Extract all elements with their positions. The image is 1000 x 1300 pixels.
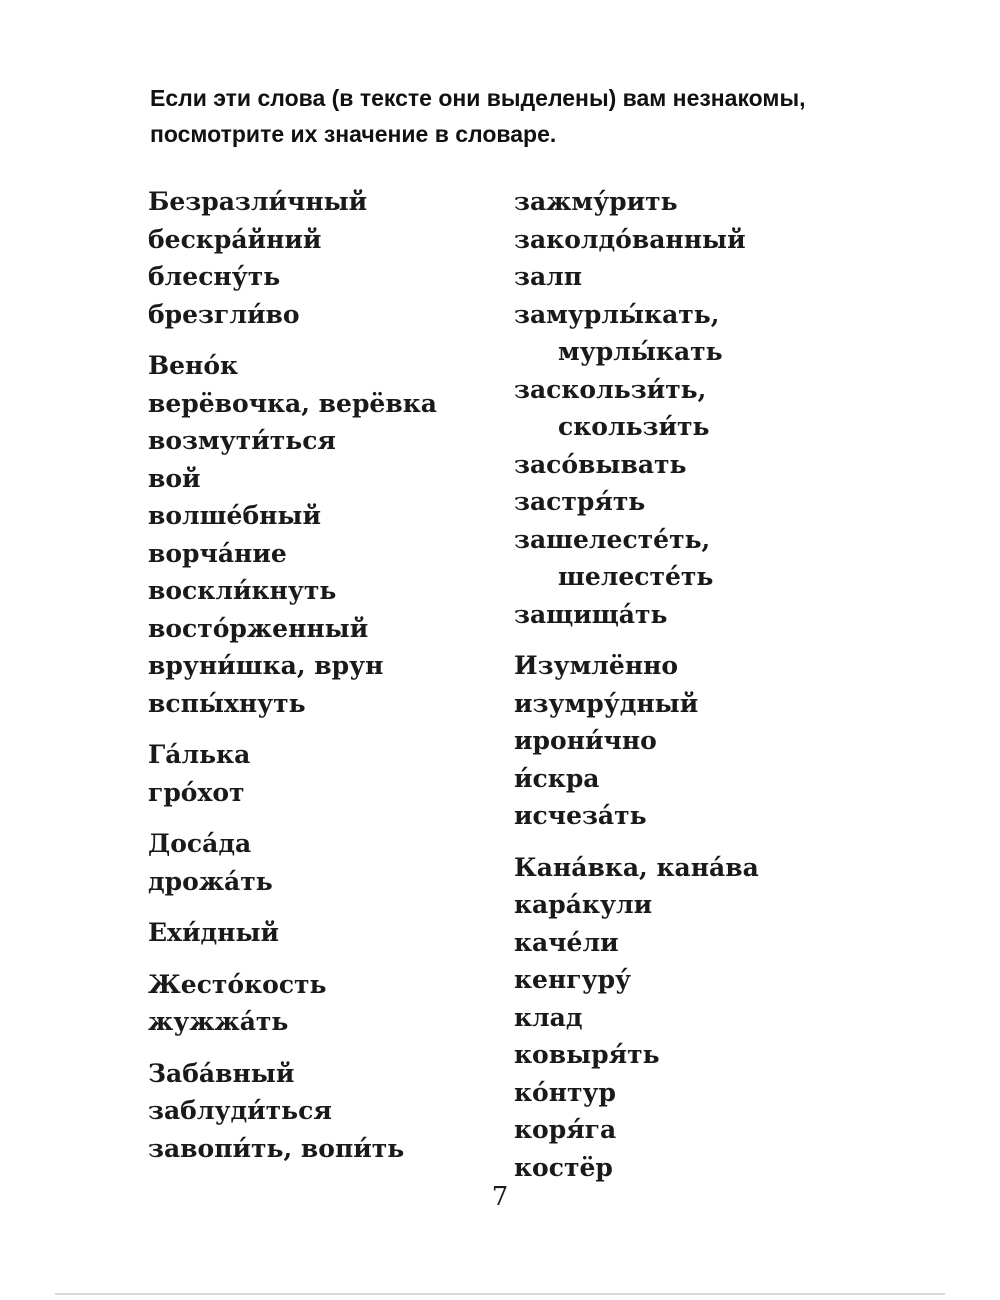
vocabulary-word: брезгли́во xyxy=(148,299,300,329)
vocabulary-word: исчеза́ть xyxy=(514,801,647,830)
vocabulary-word: заколдо́ванный xyxy=(514,224,746,254)
intro-line-1: Если эти слова (в тексте они выделены) вам незнакомы, xyxy=(150,85,806,111)
word-group xyxy=(148,736,488,811)
vocabulary-word: Жесто́кость xyxy=(148,969,327,999)
vocabulary-word: коря́га xyxy=(514,1115,617,1144)
word-list-right-column xyxy=(514,183,854,1200)
vocabulary-word: клад xyxy=(514,1002,583,1032)
word-group xyxy=(148,825,488,900)
vocabulary-word: каче́ли xyxy=(514,927,619,957)
vocabulary-word: ко́нтур xyxy=(514,1077,617,1107)
intro-text xyxy=(150,80,870,152)
vocabulary-word: кенгуру́ xyxy=(514,965,632,994)
vocabulary-word: костёр xyxy=(514,1152,613,1182)
vocabulary-word: завопи́ть, вопи́ть xyxy=(148,1133,405,1163)
vocabulary-word: волше́бный xyxy=(148,501,322,530)
intro-line-2: посмотрите их значение в словаре. xyxy=(150,121,557,147)
vocabulary-word: защища́ть xyxy=(514,599,668,629)
word-group xyxy=(148,347,488,722)
vocabulary-word: скользи́ть xyxy=(558,412,710,441)
vocabulary-word: замурлы́кать, xyxy=(514,299,720,329)
vocabulary-word: залп xyxy=(514,262,583,291)
vocabulary-word: застря́ть xyxy=(514,487,646,516)
vocabulary-word: Вено́к xyxy=(148,351,239,380)
vocabulary-word: Ехи́дный xyxy=(148,918,280,947)
bottom-divider xyxy=(55,1293,945,1295)
vocabulary-word: изумру́дный xyxy=(514,688,699,718)
vocabulary-word: Изумлённо xyxy=(514,651,679,680)
word-group xyxy=(514,849,854,1187)
word-group xyxy=(514,183,854,633)
vocabulary-word: Безразли́чный xyxy=(148,187,368,216)
vocabulary-word: мурлы́кать xyxy=(558,337,723,366)
word-group xyxy=(148,914,488,952)
vocabulary-word: воскли́кнуть xyxy=(148,576,337,605)
vocabulary-word: ирони́чно xyxy=(514,726,657,755)
word-group xyxy=(148,1055,488,1168)
vocabulary-word: зажму́рить xyxy=(514,187,678,216)
vocabulary-word: возмути́ться xyxy=(148,426,336,455)
vocabulary-word: бескра́йний xyxy=(148,224,322,254)
vocabulary-word: жужжа́ть xyxy=(148,1007,289,1036)
vocabulary-word: зашелесте́ть, xyxy=(514,524,711,554)
vocabulary-word: ковыря́ть xyxy=(514,1040,660,1069)
word-group xyxy=(514,647,854,835)
vocabulary-word: Заба́вный xyxy=(148,1058,295,1088)
vocabulary-word: заскользи́ть, xyxy=(514,374,707,404)
vocabulary-word: шелесте́ть xyxy=(558,562,714,591)
vocabulary-word: вой xyxy=(148,463,201,493)
vocabulary-word: заблуди́ться xyxy=(148,1096,332,1125)
vocabulary-word: Кана́вка, кана́ва xyxy=(514,852,759,882)
vocabulary-word: гро́хот xyxy=(148,777,245,807)
vocabulary-word: восто́рженный xyxy=(148,613,369,643)
word-list-left-column xyxy=(148,183,488,1181)
vocabulary-word: верёвочка, верёвка xyxy=(148,388,437,418)
vocabulary-word: и́скра xyxy=(514,763,600,793)
vocabulary-word: ворча́ние xyxy=(148,538,287,568)
vocabulary-word: блесну́ть xyxy=(148,262,281,291)
vocabulary-word: вспы́хнуть xyxy=(148,688,306,718)
page-number: 7 xyxy=(491,1182,509,1212)
word-group xyxy=(148,966,488,1041)
vocabulary-word: Га́лька xyxy=(148,740,251,769)
vocabulary-word: засо́вывать xyxy=(514,449,687,479)
vocabulary-word: кара́кули xyxy=(514,890,653,919)
vocabulary-word: Доса́да xyxy=(148,829,252,858)
vocabulary-word: дрожа́ть xyxy=(148,866,273,896)
word-group xyxy=(148,183,488,333)
vocabulary-word: вруни́шка, врун xyxy=(148,651,384,680)
